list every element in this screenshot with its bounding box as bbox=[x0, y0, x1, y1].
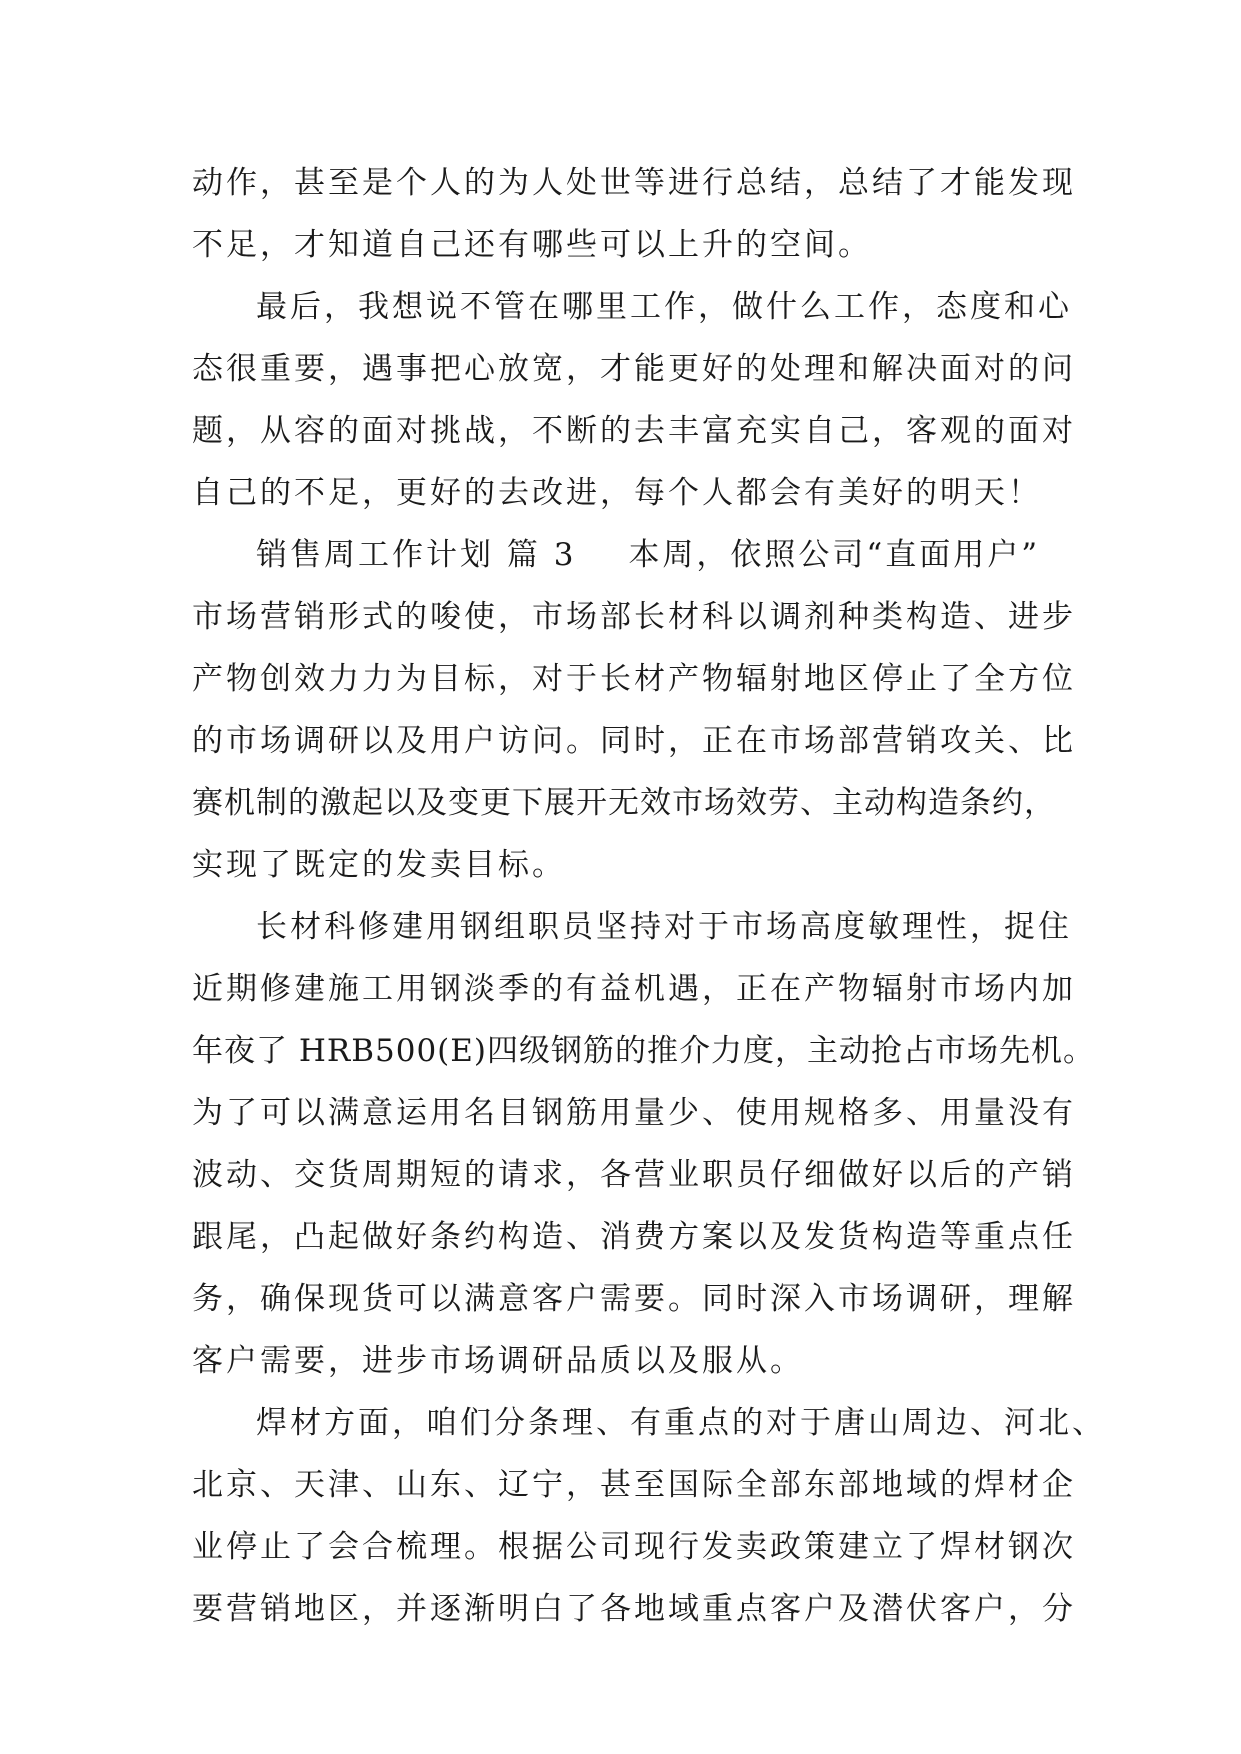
text-line: 题，从容的面对挑战，不断的去丰富充实自己，客观的面对 bbox=[192, 413, 1076, 449]
text-line: 近期修建施工用钢淡季的有益机遇，正在产物辐射市场内加 bbox=[192, 971, 1076, 1007]
paragraph bbox=[192, 896, 1095, 1392]
text-line: 市场营销形式的唆使，市场部长材科以调剂种类构造、进步 bbox=[192, 599, 1076, 635]
text-line: 赛机制的激起以及变更下展开无效市场效劳、主动构造条约， bbox=[192, 785, 1056, 821]
text-line: 波动、交货周期短的请求，各营业职员仔细做好以后的产销 bbox=[192, 1157, 1076, 1193]
text-line: 的市场调研以及用户访问。同时，正在市场部营销攻关、比 bbox=[192, 723, 1076, 759]
paragraph bbox=[192, 524, 1076, 896]
text-line: 动作，甚至是个人的为人处世等进行总结，总结了才能发现 bbox=[192, 165, 1076, 201]
document-page bbox=[192, 152, 1106, 1640]
text-line: 年夜了 HRB500(E)四级钢筋的推介力度，主动抢占市场先机。 bbox=[192, 1033, 1095, 1069]
text-line: 自己的不足，更好的去改进，每个人都会有美好的明天！ bbox=[192, 475, 1042, 511]
text-line: 北京、天津、山东、辽宁，甚至国际全部东部地域的焊材企 bbox=[192, 1467, 1076, 1503]
text-line: 要营销地区，并逐渐明白了各地域重点客户及潜伏客户，分 bbox=[192, 1591, 1076, 1627]
section-heading-tail: 本周，依照公司“直面用户” bbox=[628, 537, 1041, 573]
section-heading: 销售周工作计划 篇 3 bbox=[256, 537, 577, 573]
text-line: 务，确保现货可以满意客户需要。同时深入市场调研，理解 bbox=[192, 1281, 1076, 1317]
text-line: 实现了既定的发卖目标。 bbox=[192, 847, 566, 883]
paragraph bbox=[192, 152, 1076, 276]
section-heading-line bbox=[192, 524, 1072, 586]
text-line: 不足，才知道自己还有哪些可以上升的空间。 bbox=[192, 227, 872, 263]
text-line: 最后，我想说不管在哪里工作，做什么工作，态度和心 bbox=[256, 289, 1072, 325]
text-line: 业停止了会合梳理。根据公司现行发卖政策建立了焊材钢次 bbox=[192, 1529, 1076, 1565]
text-line: 跟尾，凸起做好条约构造、消费方案以及发货构造等重点任 bbox=[192, 1219, 1076, 1255]
text-line: 产物创效力力为目标，对于长材产物辐射地区停止了全方位 bbox=[192, 661, 1076, 697]
text-line: 长材科修建用钢组职员坚持对于市场高度敏理性，捉住 bbox=[256, 909, 1072, 945]
paragraph bbox=[192, 1392, 1106, 1640]
paragraph bbox=[192, 276, 1076, 524]
text-line: 为了可以满意运用名目钢筋用量少、使用规格多、用量没有 bbox=[192, 1095, 1076, 1131]
text-line: 焊材方面，咱们分条理、有重点的对于唐山周边、河北、 bbox=[256, 1405, 1106, 1441]
text-line: 态很重要，遇事把心放宽，才能更好的处理和解决面对的问 bbox=[192, 351, 1076, 387]
text-line: 客户需要，进步市场调研品质以及服从。 bbox=[192, 1343, 804, 1379]
